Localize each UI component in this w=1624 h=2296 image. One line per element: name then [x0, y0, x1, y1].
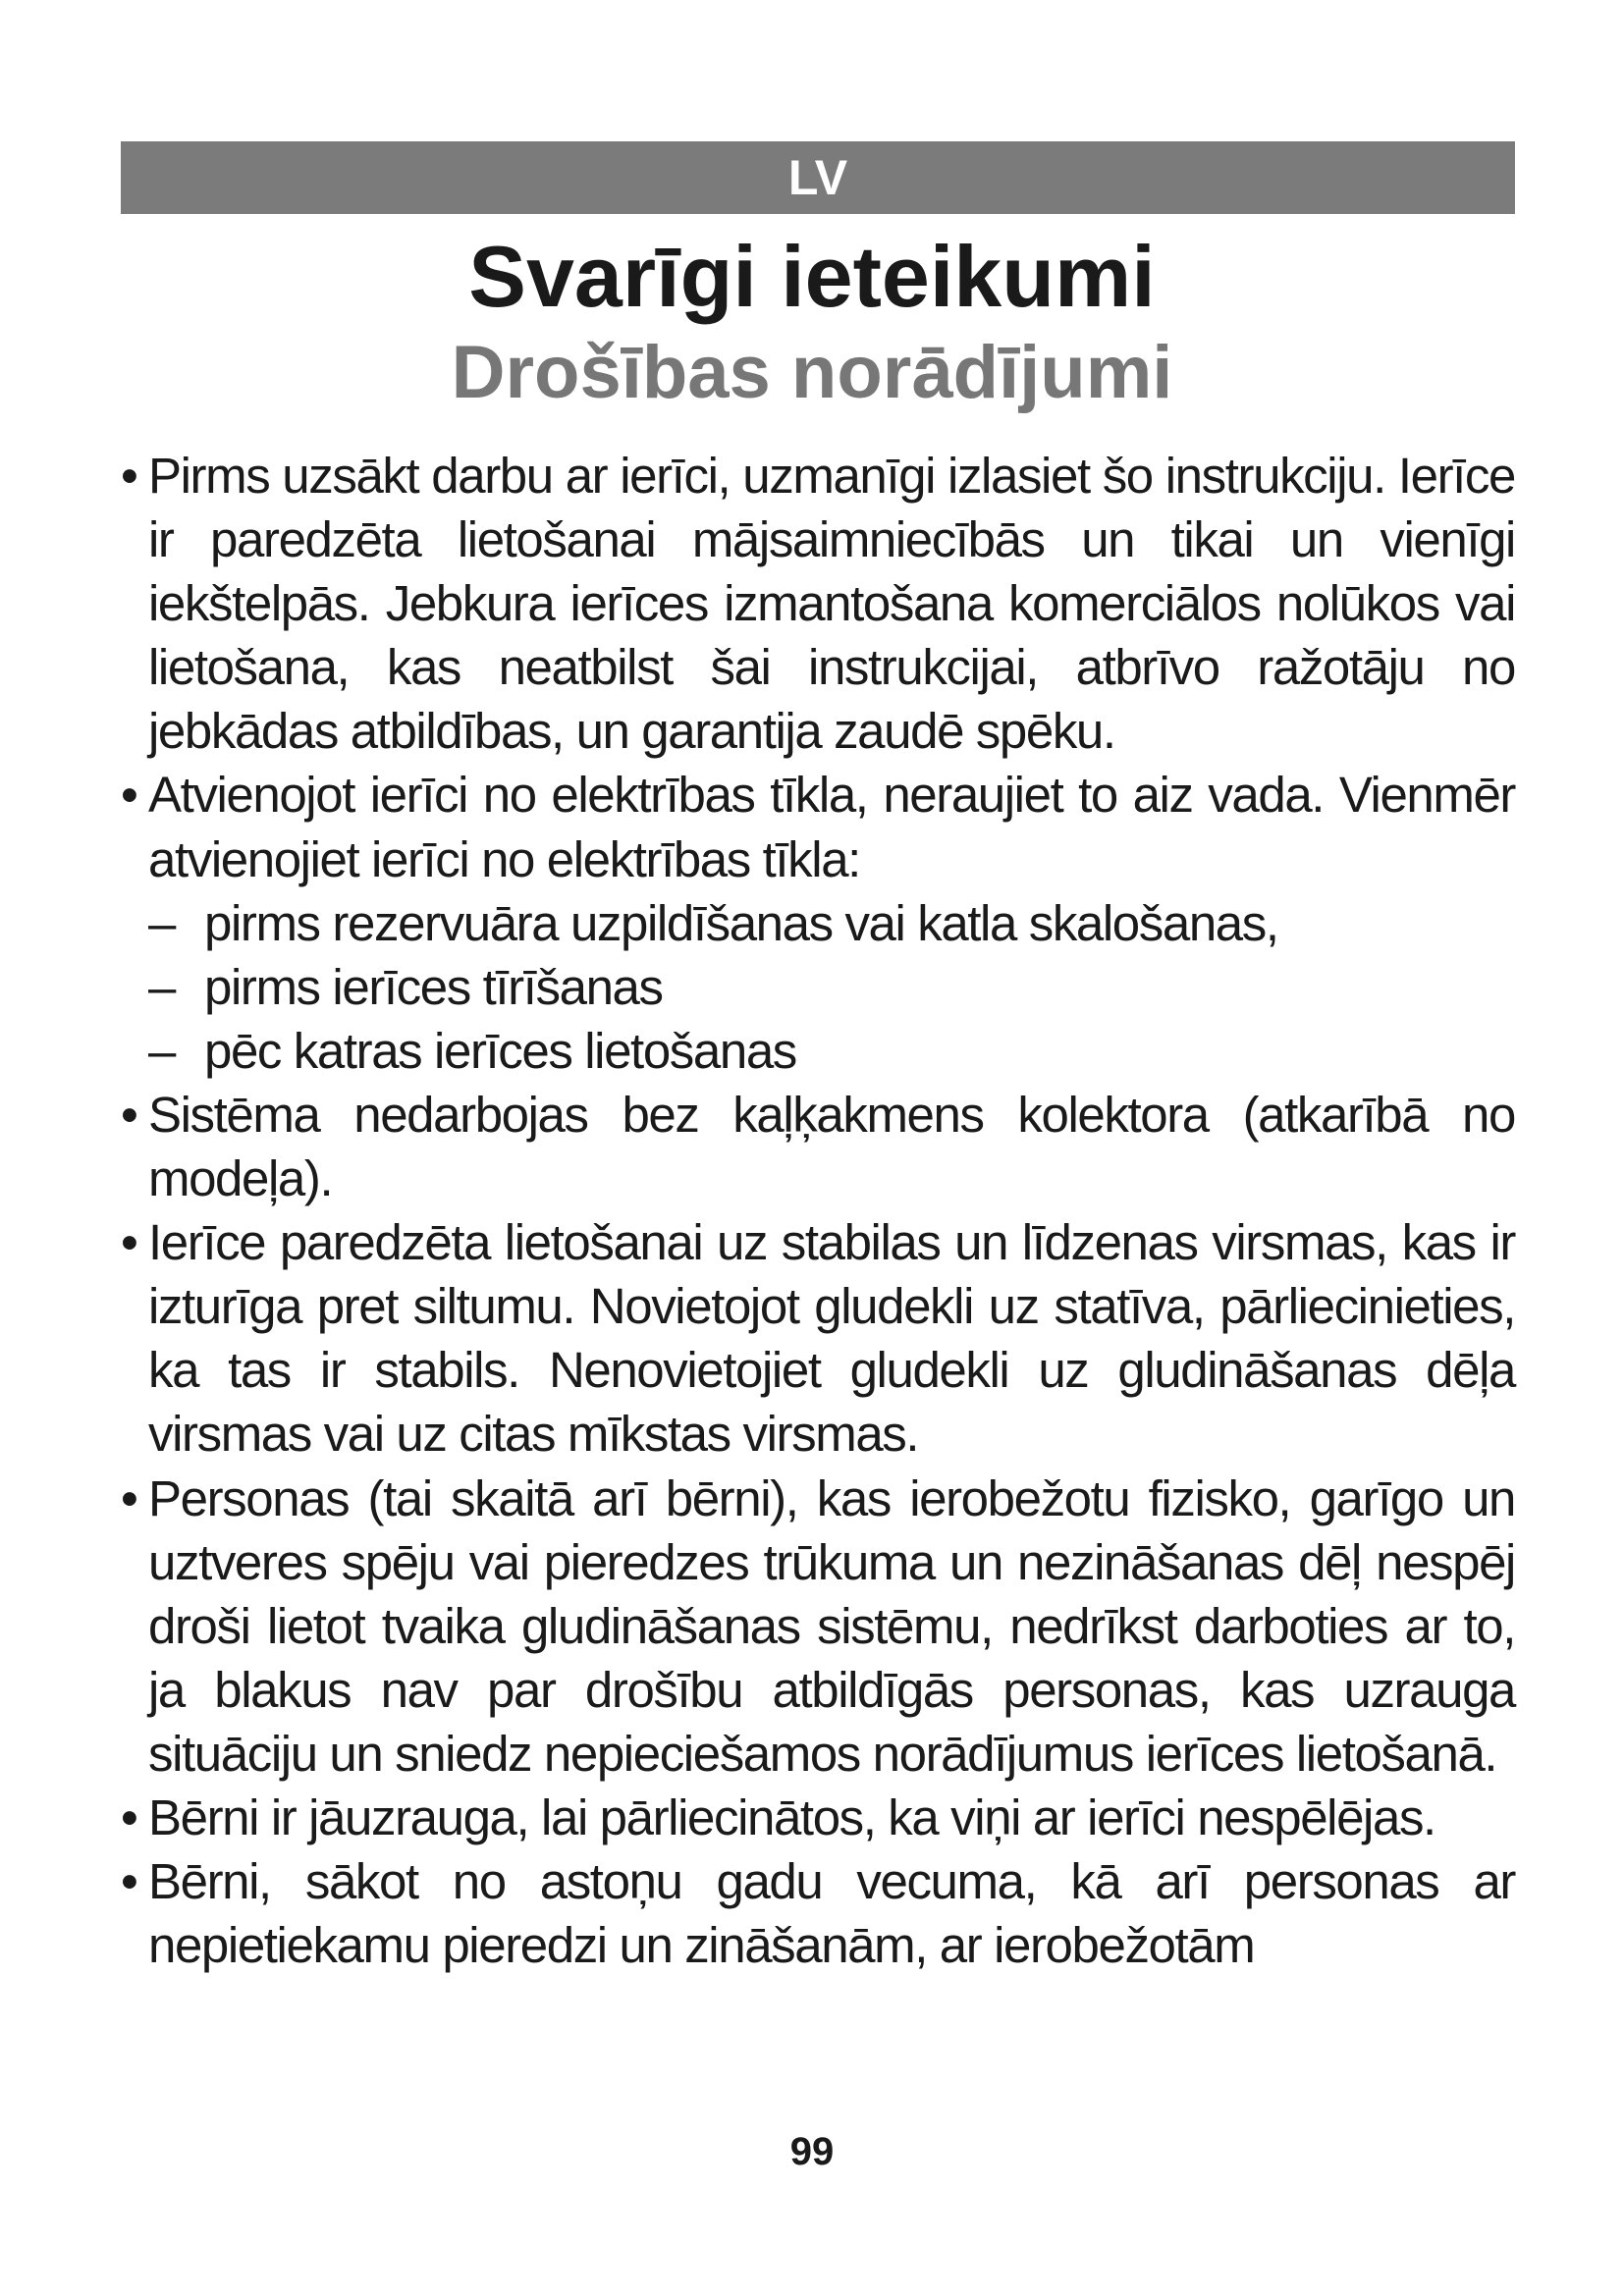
list-item [121, 763, 1515, 890]
bullet-icon: • [121, 1214, 137, 1271]
sub-list-item [121, 1019, 1515, 1083]
list-item-text: Personas (tai skaitā arī bērni), kas ierobežotu fizisko, garīgo un uztveres spēju vai pieredzes trūkuma un nezināšanas dēļ nespēj droši lietot tvaika gludināšanas sistēmu, nedrīkst darboties ar to, ja blakus nav par drošību atbildīgās personas, kas uzrauga situāciju un sniedz nepieciešamos norādījumus ierīces lietošanā. [148, 1469, 1515, 1782]
list-item-text: Atvienojot ierīci no elektrības tīkla, neraujiet to aiz vada. Vienmēr atvienojiet ierīci no elektrības tīkla: [148, 767, 1515, 887]
dash-icon: – [148, 958, 175, 1015]
dash-icon: – [148, 894, 175, 951]
list-item [121, 1210, 1515, 1466]
list-item-text: Sistēma nedarbojas bez kaļķakmens kolektora (atkarībā no modeļa). [148, 1086, 1515, 1207]
safety-instructions-list [121, 444, 1515, 1977]
list-item-text: Pirms uzsākt darbu ar ierīci, uzmanīgi izlasiet šo instrukciju. Ierīce ir paredzēta lietošanai mājsaimniecībās un tikai un vienīgi iekštelpās. Jebkura ierīces izmantošana komerciālos nolūkos vai lietošana, kas neatbilst šai instrukcijai, atbrīvo ražotāju no jebkādas atbildības, un garantija zaudē spēku. [148, 448, 1515, 760]
dash-icon: – [148, 1022, 175, 1079]
page-title: Svarīgi ieteikumi [468, 228, 1156, 325]
bullet-icon: • [121, 1086, 137, 1143]
sub-list-item-text: pēc katras ierīces lietošanas [204, 1022, 796, 1079]
bullet-icon: • [121, 767, 137, 824]
list-item [121, 1849, 1515, 1977]
page-number: 99 [789, 2130, 835, 2173]
list-item-text: Bērni ir jāuzrauga, lai pārliecinātos, ka viņi ar ierīci nespēlējas. [148, 1789, 1435, 1845]
sub-list-item-text: pirms ierīces tīrīšanas [204, 958, 663, 1015]
sub-list-item [121, 891, 1515, 955]
list-item [121, 1786, 1515, 1849]
list-item [121, 1083, 1515, 1210]
sub-list-item-text: pirms rezervuāra uzpildīšanas vai katla skalošanas, [204, 894, 1278, 951]
sub-list-item [121, 955, 1515, 1019]
bullet-icon: • [121, 1789, 137, 1845]
list-item-text: Bērni, sākot no astoņu gadu vecuma, kā arī personas ar nepietiekamu pieredzi un zināšanām, ar ierobežotām [148, 1853, 1515, 1974]
list-item-text: Ierīce paredzēta lietošanai uz stabilas un līdzenas virsmas, kas ir izturīga pret siltumu. Novietojot gludekli uz statīva, pārliecinieties, ka tas ir stabils. Nenovietojiet gludekli uz gludināšanas dēļa virsmas vai uz citas mīkstas virsmas. [148, 1214, 1515, 1463]
language-bar [121, 141, 1515, 214]
bullet-icon: • [121, 448, 137, 504]
list-item [121, 1467, 1515, 1786]
bullet-icon: • [121, 1469, 137, 1526]
list-item [121, 444, 1515, 763]
language-code: LV [787, 150, 848, 205]
section-subtitle: Drošības norādījumi [451, 331, 1173, 414]
bullet-icon: • [121, 1853, 137, 1910]
